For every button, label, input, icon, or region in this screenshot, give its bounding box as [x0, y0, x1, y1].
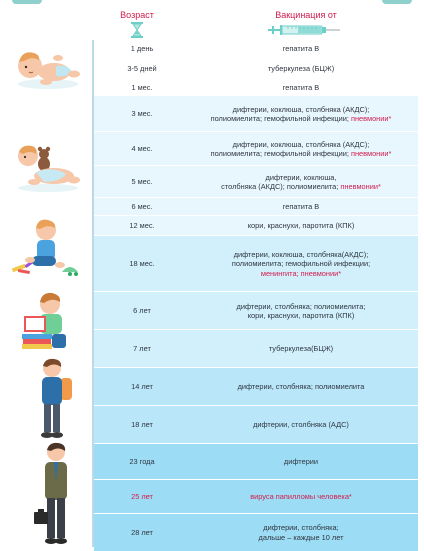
toddler-playing-illustration: [10, 218, 82, 280]
child-reading-illustration: [20, 292, 72, 352]
vaccine-line: дифтерии, коклюша, столбняка (АКДС);: [232, 104, 370, 114]
vaccine-cell: дифтерии, столбняка; полиомиелита: [237, 382, 365, 392]
age-cell: 25 лет: [131, 492, 153, 502]
vaccine-line: полиомиелита; гемофильной инфекции;: [210, 149, 349, 158]
vaccine-line: дифтерии, столбняка;: [263, 523, 339, 533]
vaccine-cell: туберкулеза (БЦЖ): [267, 64, 335, 74]
age-cell: 28 лет: [131, 527, 153, 537]
age-cell: 1 мес.: [131, 83, 153, 93]
vaccine-cell: туберкулеза(БЦЖ): [268, 344, 334, 354]
vaccine-highlight: пневмонии*: [350, 149, 392, 158]
age-cell: 7 лет: [133, 344, 151, 354]
vaccine-line: дальше – каждые 10 лет: [258, 532, 344, 542]
vaccine-cell: кори, краснухи, паротита (КПК): [247, 221, 355, 231]
vaccine-cell: дифтерии, столбняка (АДС): [253, 420, 349, 430]
vaccine-cell: гепатита В: [282, 44, 320, 54]
vaccine-cell: дифтерии: [283, 457, 319, 467]
vaccine-line: дифтерии, коклюша, столбняка(АКДС);: [233, 250, 369, 260]
top-decoration: [0, 0, 424, 4]
schedule-row: [94, 58, 418, 80]
age-cell: 18 лет: [131, 420, 153, 430]
vaccination-schedule: [94, 40, 418, 551]
schedule-row: [94, 216, 418, 236]
schedule-row: [94, 368, 418, 406]
vaccine-line: полиомиелита; гемофильной инфекции;: [231, 259, 371, 269]
schedule-row: [94, 444, 418, 480]
schedule-row: [94, 198, 418, 216]
vaccine-cell: [190, 302, 418, 321]
vaccine-line: дифтерии, коклюша,: [265, 172, 337, 182]
vaccine-cell: вируса папилломы человека*: [250, 492, 352, 502]
vaccine-column-header: Вакцинация от: [275, 10, 337, 20]
newborn-baby-illustration: [12, 44, 82, 92]
age-cell: 6 мес.: [131, 202, 153, 212]
schedule-row: [94, 480, 418, 514]
age-cell: 14 лет: [131, 382, 153, 392]
age-cell: 18 мес.: [129, 259, 155, 269]
vaccine-highlight: менингита; пневмонии*: [260, 268, 342, 278]
vaccine-cell: гепатита В: [282, 202, 320, 212]
vaccine-line: дифтерии, столбняка; полиомиелита;: [236, 301, 366, 311]
age-cell: 6 лет: [133, 306, 151, 316]
vaccine-cell: [190, 523, 418, 542]
schedule-row: [94, 166, 418, 198]
age-cell: 12 мес.: [129, 221, 155, 231]
schedule-row: [94, 96, 418, 132]
vaccine-cell: [190, 250, 418, 278]
syringe-icon: [268, 24, 340, 36]
vaccine-highlight: пневмонии*: [350, 114, 392, 123]
schedule-row: [94, 132, 418, 166]
vaccine-highlight: пневмонии*: [340, 182, 381, 191]
age-cell: 5 мес.: [131, 177, 153, 187]
age-cell: 3-5 дней: [127, 64, 157, 74]
vaccine-line: кори, краснухи, паротита (КПК): [247, 311, 355, 320]
age-cell: 1 день: [130, 44, 154, 54]
schedule-row: [94, 80, 418, 96]
vaccine-cell: гепатита В: [282, 83, 320, 93]
age-column-header: Возраст: [120, 10, 154, 20]
schedule-row: [94, 514, 418, 551]
vaccine-line: дифтерии, коклюша, столбняка (АКДС);: [232, 139, 370, 149]
age-cell: 23 года: [129, 457, 155, 467]
vaccine-cell: [190, 173, 418, 192]
vaccine-line: столбняка (АКДС); полиомиелита;: [221, 182, 339, 191]
schedule-row: [94, 330, 418, 368]
vaccine-line: полиомиелита; гемофильной инфекции;: [210, 114, 349, 123]
schedule-row: [94, 406, 418, 444]
hourglass-icon: [130, 22, 144, 38]
vaccine-cell: [190, 140, 418, 159]
vaccine-cell: [190, 105, 418, 124]
baby-with-teddy-illustration: [14, 142, 82, 194]
schoolboy-backpack-illustration: [34, 358, 76, 442]
schedule-row: [94, 40, 418, 58]
age-cell: 4 мес.: [131, 144, 153, 154]
adult-man-briefcase-illustration: [32, 442, 78, 547]
age-cell: 3 мес.: [131, 109, 153, 119]
schedule-row: [94, 292, 418, 330]
schedule-row: [94, 236, 418, 292]
